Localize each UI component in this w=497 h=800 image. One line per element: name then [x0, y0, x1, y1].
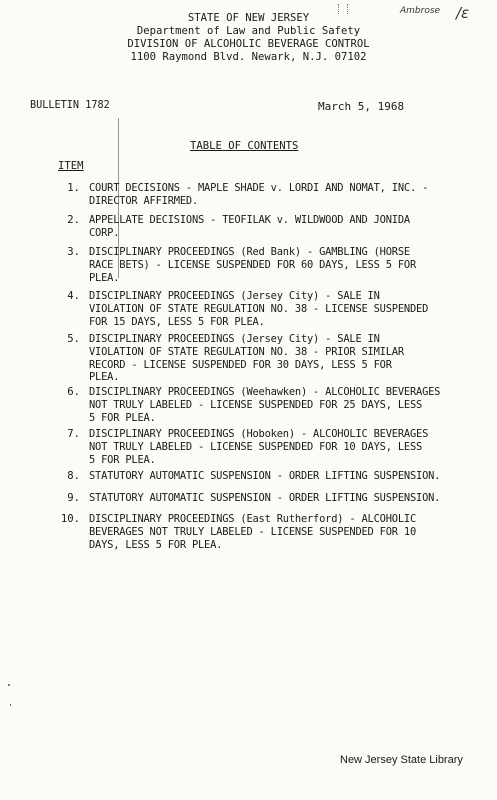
item-line: 5 FOR PLEA. [89, 411, 156, 424]
item-line: STATUTORY AUTOMATIC SUSPENSION - ORDER LIFTING SUSPENSION. [89, 492, 441, 504]
item-line: COURT DECISIONS - MAPLE SHADE v. LORDI AND NOMAT, INC. - [89, 182, 429, 194]
toc-title: TABLE OF CONTENTS [190, 140, 299, 152]
list-item [89, 214, 479, 240]
scan-speck [10, 704, 11, 706]
item-line: BEVERAGES NOT TRULY LABELED - LICENSE SUSPENDED FOR 10 [89, 525, 417, 538]
item-number: 1. [67, 182, 80, 194]
item-line: DISCIPLINARY PROCEEDINGS (Jersey City) - SALE IN [89, 290, 380, 302]
item-line: DISCIPLINARY PROCEEDINGS (Jersey City) - SALE IN [89, 333, 380, 345]
item-line: CORP. [89, 226, 120, 239]
item-line: NOT TRULY LABELED - LICENSE SUSPENDED FOR 25 DAYS, LESS [89, 398, 423, 411]
item-line: DISCIPLINARY PROCEEDINGS (Weehawken) - ALCOHOLIC BEVERAGES [89, 386, 441, 398]
scan-speck [8, 684, 10, 686]
item-number: 10. [60, 513, 80, 525]
item-line: RECORD - LICENSE SUSPENDED FOR 30 DAYS, LESS 5 FOR [89, 358, 392, 371]
item-line: DISCIPLINARY PROCEEDINGS (Hoboken) - ALCOHOLIC BEVERAGES [89, 428, 429, 440]
item-line: DAYS, LESS 5 FOR PLEA. [89, 538, 223, 551]
item-number: 3. [67, 246, 80, 258]
item-line: 5 FOR PLEA. [89, 453, 156, 466]
list-item [89, 246, 479, 284]
item-line: PLEA. [89, 271, 120, 284]
library-stamp: New Jersey State Library [340, 754, 463, 766]
item-line: RACE BETS) - LICENSE SUSPENDED FOR 60 DAYS, LESS 5 FOR [89, 258, 417, 271]
list-item [89, 428, 479, 466]
item-line: APPELLATE DECISIONS - TEOFILAK v. WILDWOOD AND JONIDA [89, 214, 410, 226]
bulletin-number: BULLETIN 1782 [30, 100, 110, 111]
list-item [89, 386, 479, 424]
corner-mark: /ε [456, 4, 470, 22]
item-line: DISCIPLINARY PROCEEDINGS (East Rutherford) - ALCOHOLIC [89, 513, 417, 525]
item-line: VIOLATION OF STATE REGULATION NO. 38 - PRIOR SIMILAR [89, 345, 404, 358]
list-item [89, 470, 479, 483]
handwritten-note: Ambrose [400, 6, 441, 16]
item-line: PLEA. [89, 371, 120, 384]
header-department: Department of Law and Public Safety [136, 25, 361, 37]
list-item [89, 333, 479, 384]
list-item [89, 513, 479, 551]
bulletin-date: March 5, 1968 [318, 100, 405, 113]
header-state: STATE OF NEW JERSEY [187, 12, 310, 24]
list-item [89, 182, 479, 208]
item-number: 6. [67, 386, 80, 398]
item-line: DISCIPLINARY PROCEEDINGS (Red Bank) - GAMBLING (HORSE [89, 246, 410, 258]
item-number: 8. [67, 470, 80, 482]
item-line: NOT TRULY LABELED - LICENSE SUSPENDED FOR 10 DAYS, LESS [89, 440, 423, 453]
item-number: 2. [67, 214, 80, 226]
item-line: STATUTORY AUTOMATIC SUSPENSION - ORDER LIFTING SUSPENSION. [89, 470, 441, 482]
item-number: 7. [67, 428, 80, 440]
list-item [89, 492, 479, 505]
header-division: DIVISION OF ALCOHOLIC BEVERAGE CONTROL [127, 38, 370, 50]
item-line: DIRECTOR AFFIRMED. [89, 194, 199, 207]
item-column-label: ITEM [58, 160, 84, 172]
item-line: FOR 15 DAYS, LESS 5 FOR PLEA. [89, 315, 265, 328]
item-number: 5. [67, 333, 80, 345]
item-line: VIOLATION OF STATE REGULATION NO. 38 - LICENSE SUSPENDED [89, 302, 429, 315]
item-number: 4. [67, 290, 80, 302]
item-number: 9. [67, 492, 80, 504]
header-address: 1100 Raymond Blvd. Newark, N.J. 07102 [130, 51, 367, 63]
list-item [89, 290, 479, 328]
